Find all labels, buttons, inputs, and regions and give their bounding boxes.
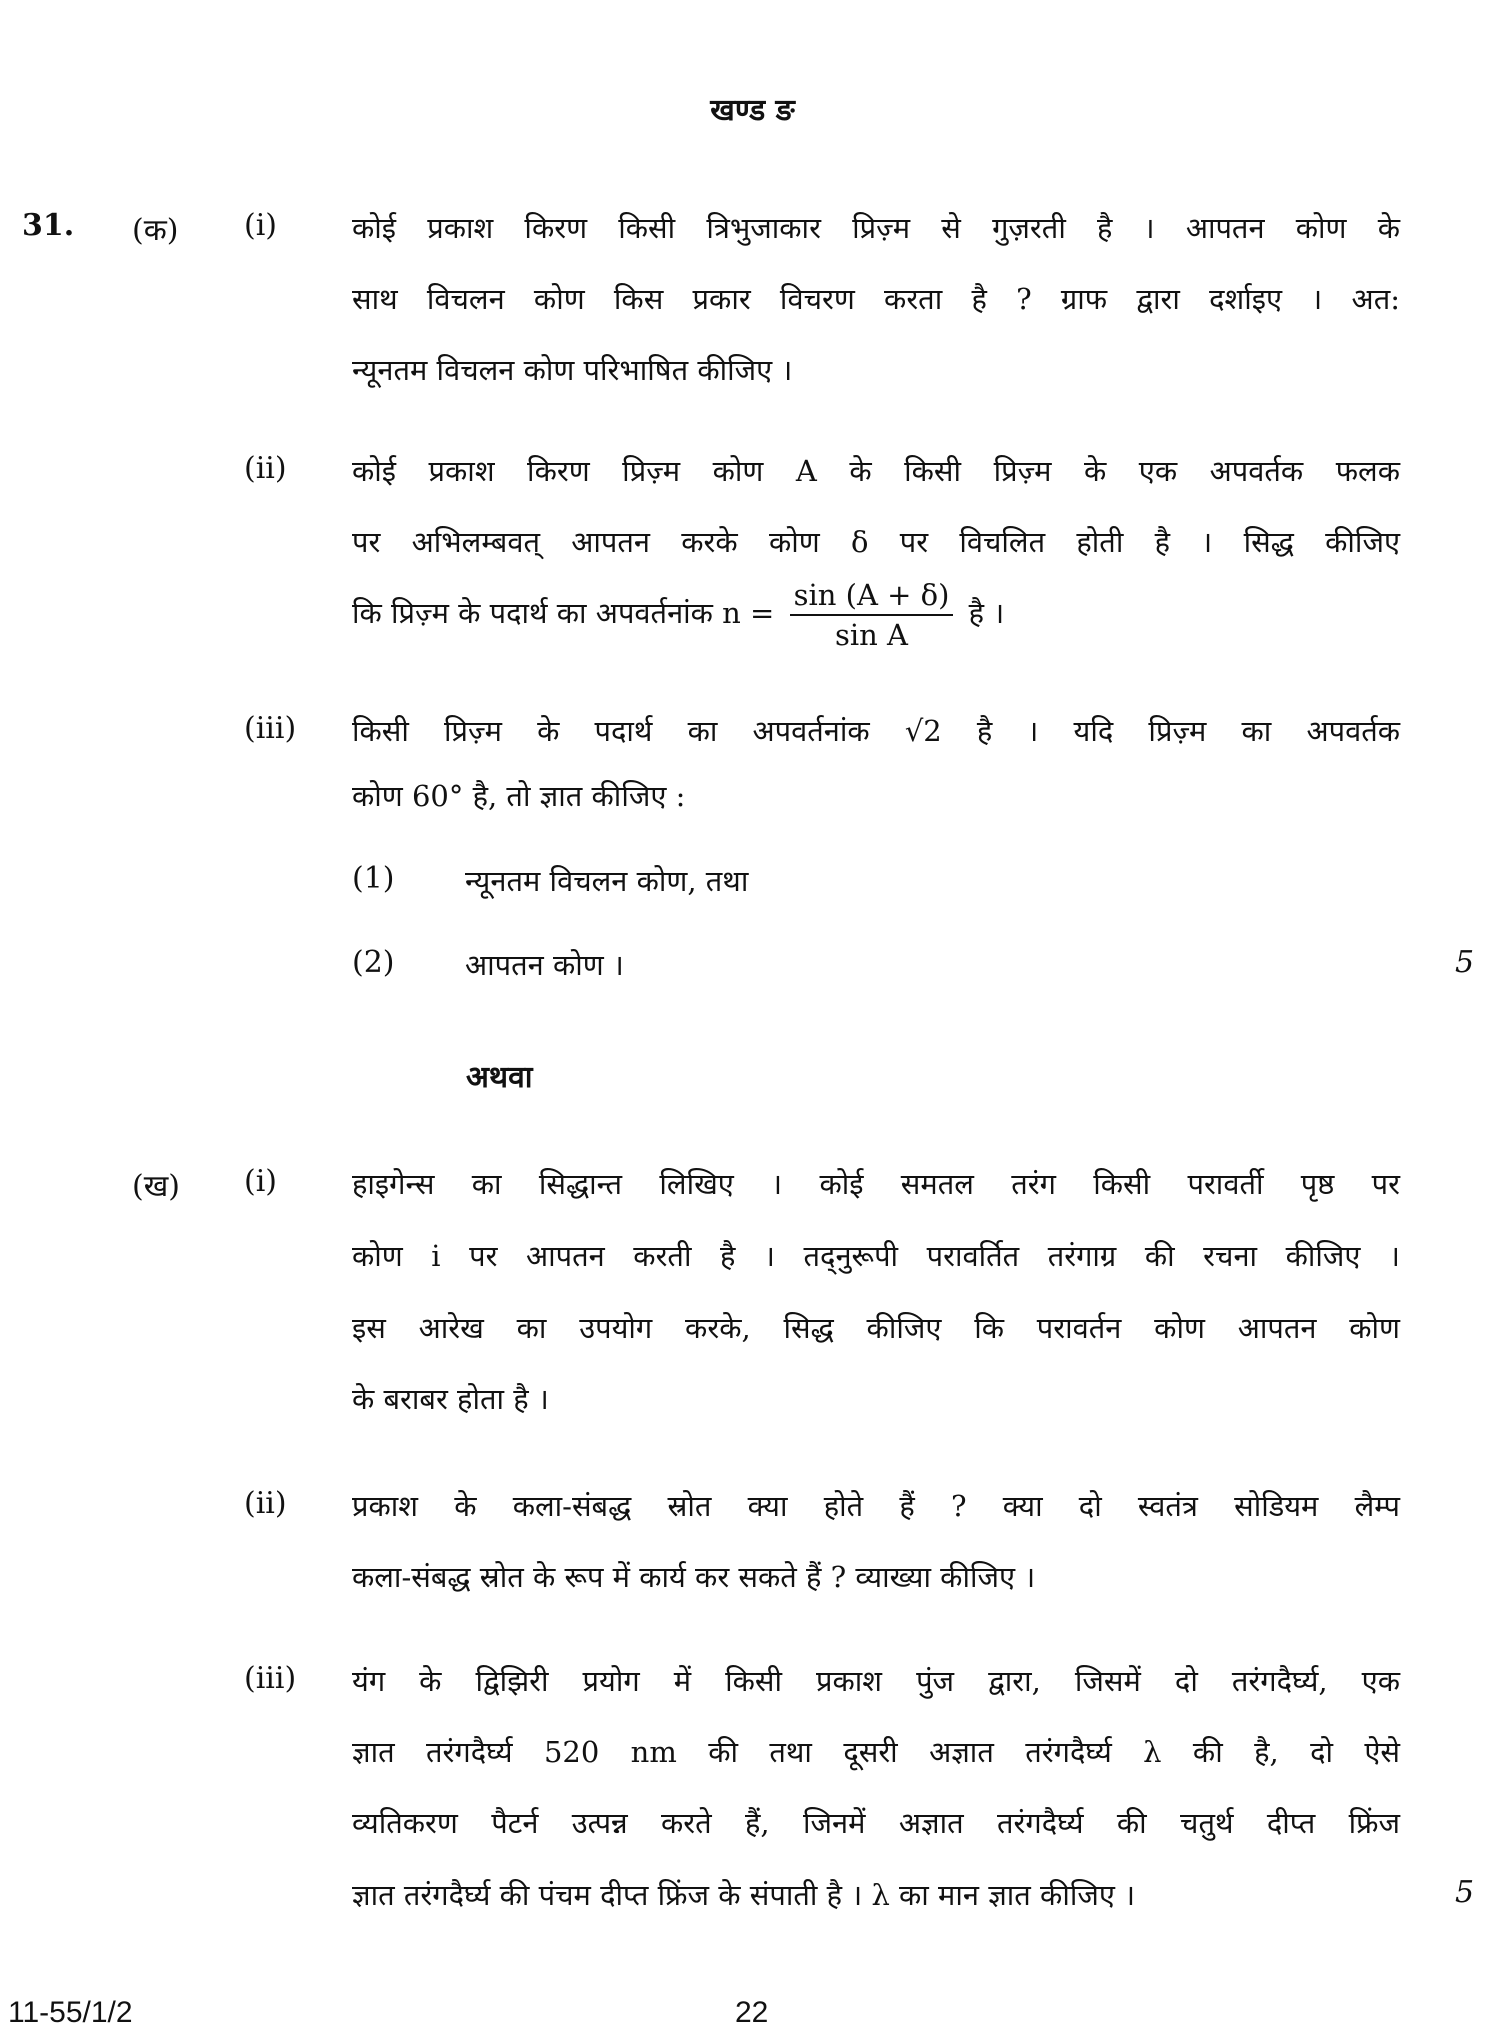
part-b-ii-label: (ii) [244, 1486, 287, 1521]
refractive-index-formula [790, 578, 954, 652]
formula-numerator: sin (A + δ) [790, 578, 954, 616]
part-b-i-label: (i) [244, 1164, 278, 1199]
question-text-line: कोण 60° है, तो ज्ञात कीजिए : [352, 779, 686, 813]
marks: 5 [1455, 1875, 1475, 1910]
question-text-line: पर अभिलम्बवत् आपतन करके कोण δ पर विचलित होती है । सिद्ध कीजिए [352, 525, 1400, 559]
question-text-line: ज्ञात तरंगदैर्घ्य 520 nm की तथा दूसरी अज्ञात तरंगदैर्घ्य λ की है, दो ऐसे [352, 1735, 1400, 1769]
marks: 5 [1455, 945, 1475, 980]
part-a-i-label: (i) [244, 208, 278, 243]
or-label: अथवा [466, 1060, 533, 1095]
question-text-line: के बराबर होता है । [352, 1382, 549, 1416]
question-text-line: न्यूनतम विचलन कोण परिभाषित कीजिए । [352, 353, 793, 387]
sub-item-label: (2) [352, 945, 395, 980]
sub-item-text: न्यूनतम विचलन कोण, तथा [465, 864, 749, 898]
question-text-line: कोण i पर आपतन करती है । तद्नुरूपी परावर्तित तरंगाग्र की रचना कीजिए । [352, 1239, 1400, 1273]
part-a-label: (क) [132, 213, 179, 248]
question-text-line: किसी प्रिज़्म के पदार्थ का अपवर्तनांक √2 है । यदि प्रिज़्म का अपवर्तक [352, 714, 1400, 748]
part-b-iii-label: (iii) [244, 1661, 297, 1696]
formula-prefix: कि प्रिज़्म के पदार्थ का अपवर्तनांक n = [352, 596, 775, 630]
question-text-line: साथ विचलन कोण किस प्रकार विचरण करता है ? ग्राफ द्वारा दर्शाइए । अत: [352, 282, 1400, 316]
part-b-label: (ख) [132, 1169, 180, 1204]
question-number: 31. [22, 208, 75, 243]
question-text-line: कला-संबद्ध स्रोत के रूप में कार्य कर सकते हैं ? व्याख्या कीजिए । [352, 1560, 1036, 1594]
sub-item-label: (1) [352, 861, 395, 896]
question-text-line: कोई प्रकाश किरण प्रिज़्म कोण A के किसी प्रिज़्म के एक अपवर्तक फलक [352, 454, 1400, 488]
part-a-ii-label: (ii) [244, 451, 287, 486]
sub-item-text: आपतन कोण । [465, 948, 624, 982]
question-text-line: प्रकाश के कला-संबद्ध स्रोत क्या होते हैं ? क्या दो स्वतंत्र सोडियम लैम्प [352, 1489, 1400, 1523]
question-text-line: इस आरेख का उपयोग करके, सिद्ध कीजिए कि परावर्तन कोण आपतन कोण [352, 1311, 1400, 1345]
formula-line [352, 578, 1400, 652]
page-number: 22 [735, 1996, 769, 2029]
formula-denominator: sin A [834, 618, 908, 652]
question-text-line: ज्ञात तरंगदैर्घ्य की पंचम दीप्त फ्रिंज के संपाती है । λ का मान ज्ञात कीजिए । [352, 1878, 1136, 1912]
formula-suffix: है । [968, 596, 1005, 630]
paper-code: 11-55/1/2 [8, 1996, 133, 2029]
question-text-line: यंग के द्विझिरी प्रयोग में किसी प्रकाश पुंज द्वारा, जिसमें दो तरंगदैर्घ्य, एक [352, 1664, 1400, 1698]
part-a-iii-label: (iii) [244, 711, 297, 746]
question-text-line: हाइगेन्स का सिद्धान्त लिखिए । कोई समतल तरंग किसी परावर्ती पृष्ठ पर [352, 1167, 1400, 1201]
section-heading: खण्ड ङ [710, 93, 795, 128]
question-text-line: कोई प्रकाश किरण किसी त्रिभुजाकार प्रिज़्म से गुज़रती है । आपतन कोण के [352, 211, 1400, 245]
question-text-line: व्यतिकरण पैटर्न उत्पन्न करते हैं, जिनमें अज्ञात तरंगदैर्घ्य की चतुर्थ दीप्त फ्रिंज [352, 1806, 1400, 1840]
